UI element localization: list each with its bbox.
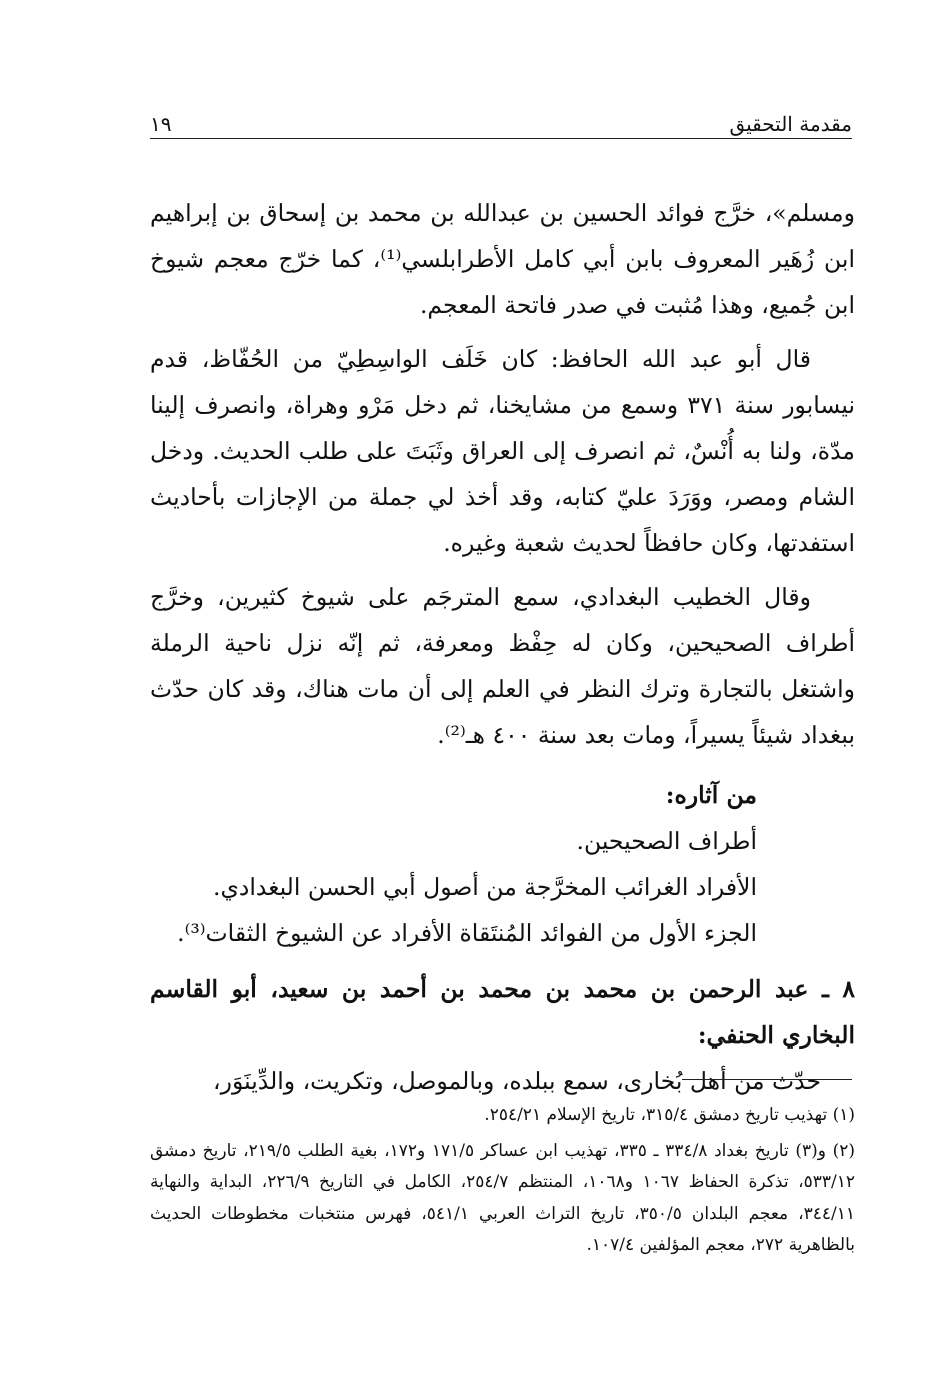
paragraph: وقال الخطيب البغدادي، سمع المترجَم على شيوخ كثيرين، وخرَّج أطراف الصحيحين، وكان له حِفْظ ومعرفة، ثم إنّه نزل ناحية الرملة واشتغل بالتجارة وترك النظر في العلم إلى أن مات هناك، وقد كان حدّث ببغداد شيئاً يسيراً، ومات بعد سنة ٤٠٠ هـ⁽²⁾. (150, 583, 855, 749)
works-item: الجزء الأول من الفوائد المُنتَقاة الأفراد عن الشيوخ الثقات⁽³⁾. (177, 919, 757, 947)
page-number: ١٩ (150, 112, 172, 136)
footnote: (١) تهذيب تاريخ دمشق ٣١٥/٤، تاريخ الإسلام ٢٥٤/٢١. (484, 1105, 855, 1125)
entry-text: حدّث من أهل بُخارى، سمع ببلده، وبالموصل، وتكريت، والدِّينَوَر، (213, 1067, 821, 1095)
footnotes (150, 1100, 855, 1266)
works-heading: من آثاره: (665, 781, 757, 809)
footnote: (٢) و(٣) تاريخ بغداد ٣٣٤/٨ ـ ٣٣٥، تهذيب ابن عساكر ١٧١/٥ و١٧٢، بغية الطلب ٢١٩/٥، تاريخ دمشق ٥٣٣/١٢، تذكرة الحفاظ ١٠٦٧ و١٠٦٨، المنتظم ٢٥٤/٧، الكامل في التاريخ ٢٢٦/٩، البداية والنهاية ٣٤٤/١١، معجم البلدان ٣٥٠/٥، تاريخ التراث العربي ٥٤١/١، فهرس منتخبات مخطوطات الحديث بالظاهرية ٢٧٢، معجم المؤلفين ١٠٧/٤. (150, 1140, 856, 1255)
page-header (150, 106, 852, 139)
works-item: الأفراد الغرائب المخرَّجة من أصول أبي الحسن البغدادي. (213, 873, 757, 901)
paragraph: ومسلم»، خرَّج فوائد الحسين بن عبدالله بن محمد بن إسحاق بن إبراهيم ابن زُهَير المعروف بابن أبي كامل الأطرابلسي⁽¹⁾، كما خرّج معجم شيوخ ابن جُميع، وهذا مُثبت في صدر فاتحة المعجم. (150, 199, 855, 319)
footnote-divider (682, 1079, 852, 1080)
main-text (150, 190, 855, 1104)
works-item: أطراف الصحيحين. (576, 827, 757, 855)
running-title: مقدمة التحقيق (729, 112, 852, 136)
paragraph: قال أبو عبد الله الحافظ: كان خَلَف الواسِطِيّ من الحُفّاظ، قدم نيسابور سنة ٣٧١ وسمع من مشايخنا، ثم دخل مَرْو وهراة، وانصرف إلينا مدّة، ولنا به أُنْسٌ، ثم انصرف إلى العراق وثَبَتَ على طلب الحديث. ودخل الشام ومصر، ووَرَدَ عليّ كتابه، وقد أخذ لي جملة من الإجازات بأحاديث استفدتها، وكان حافظاً لحديث شعبة وغيره. (150, 345, 855, 557)
entry-heading: ٨ ـ عبد الرحمن بن محمد بن محمد بن أحمد بن سعيد، أبو القاسم البخاري الحنفي: (150, 975, 855, 1049)
